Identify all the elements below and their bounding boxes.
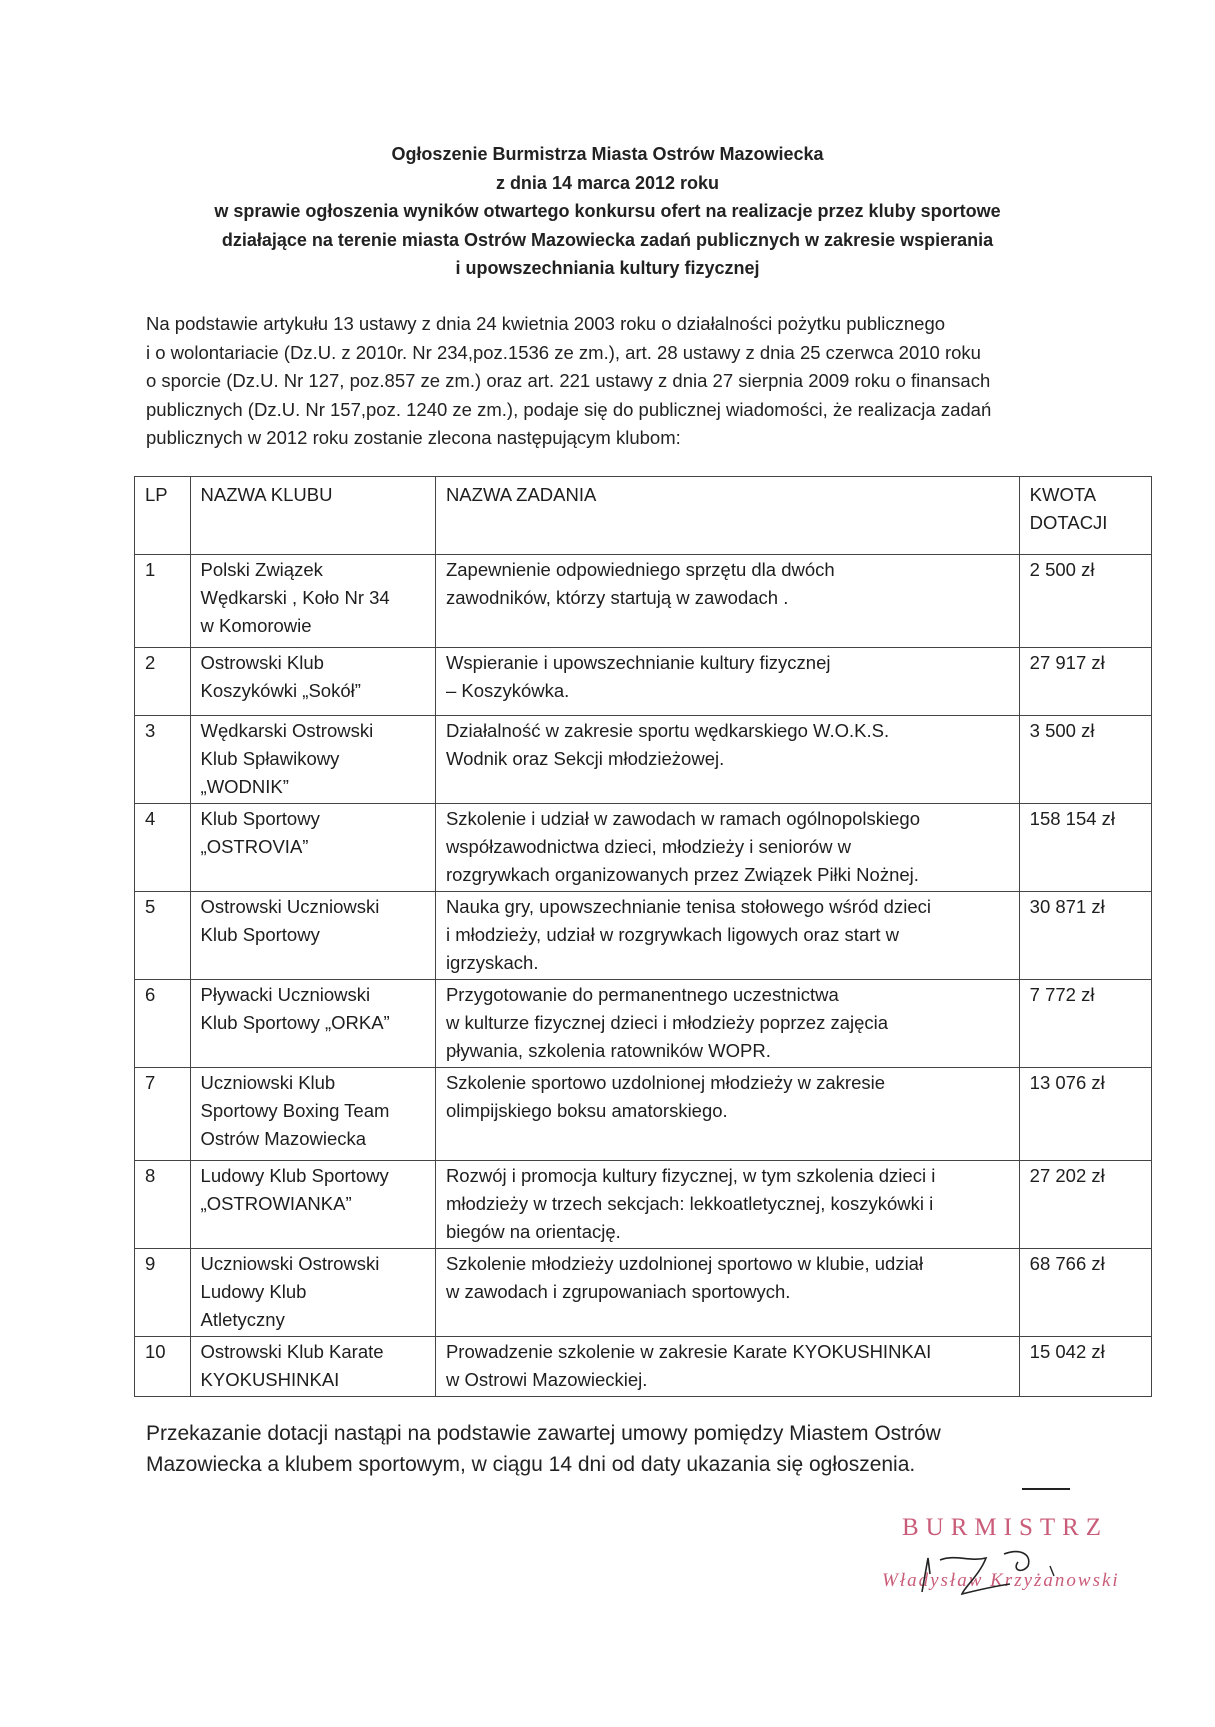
header-amount-line: DOTACJI [1029, 512, 1108, 533]
header-lp: LP [135, 477, 191, 555]
club-name-line: Klub Sportowy [200, 924, 320, 945]
title-line: Ogłoszenie Burmistrza Miasta Ostrów Mazowiecka [391, 144, 824, 164]
cell-amount: 27 917 zł [1019, 648, 1151, 716]
club-name-line: KYOKUSHINKAI [200, 1369, 340, 1390]
cell-lp: 3 [135, 716, 191, 804]
cell-club-name [190, 980, 435, 1068]
cell-club-name [190, 1249, 435, 1337]
club-name-line: „OSTROWIANKA” [200, 1193, 352, 1214]
cell-club-name [190, 716, 435, 804]
task-name-line: Wodnik oraz Sekcji młodzieżowej. [445, 748, 725, 769]
table-row [135, 1249, 1152, 1337]
table-row [135, 980, 1152, 1068]
cell-lp: 9 [135, 1249, 191, 1337]
intro-line: i o wolontariacie (Dz.U. z 2010r. Nr 234,poz.1536 ze zm.), art. 28 ustawy z dnia 25 czerwca 2010 roku [146, 341, 981, 363]
cell-lp: 7 [135, 1068, 191, 1161]
intro-line: publicznych (Dz.U. Nr 157,poz. 1240 ze zm.), podaje się do publicznej wiadomości, że realizacja zadań [146, 398, 992, 420]
table-row [135, 892, 1152, 980]
cell-task-name [435, 555, 1019, 648]
intro-paragraph [146, 310, 1106, 453]
cell-task-name [435, 892, 1019, 980]
stamp-name: Władysław Krzyżanowski [882, 1570, 1120, 1591]
handwritten-signature [900, 1514, 1080, 1604]
table-row [135, 716, 1152, 804]
cell-club-name [190, 1068, 435, 1161]
club-name-line: „OSTROVIA” [200, 836, 309, 857]
cell-task-name [435, 716, 1019, 804]
table-row [135, 555, 1152, 648]
intro-line: Na podstawie artykułu 13 ustawy z dnia 24 kwietnia 2003 roku o działalności pożytku publicznego [146, 313, 946, 334]
intro-line: o sporcie (Dz.U. Nr 127, poz.857 ze zm.) oraz art. 221 ustawy z dnia 27 sierpnia 2009 roku o finansach [146, 370, 991, 392]
table-row [135, 804, 1152, 892]
club-name-line: Koszykówki „Sokół” [200, 680, 361, 701]
cell-club-name [190, 804, 435, 892]
club-name-line: Klub Spławikowy [200, 748, 340, 769]
task-name-line: biegów na orientację. [445, 1221, 621, 1242]
title-line: z dnia 14 marca 2012 roku [495, 172, 720, 193]
club-name-line: Ludowy Klub Sportowy [200, 1165, 389, 1186]
table-header-row [135, 477, 1152, 555]
club-name-line: Wędkarski , Koło Nr 34 [200, 587, 390, 608]
cell-lp: 6 [135, 980, 191, 1068]
cell-lp: 1 [135, 555, 191, 648]
task-name-line: i młodzieży, udział w rozgrywkach ligowych oraz start w [445, 924, 899, 945]
cell-club-name [190, 892, 435, 980]
header-amount-line: KWOTA [1029, 484, 1097, 505]
task-name-line: Działalność w zakresie sportu wędkarskiego W.O.K.S. [445, 720, 890, 741]
grants-table [134, 476, 1152, 1397]
task-name-line: Przygotowanie do permanentnego uczestnictwa [445, 984, 839, 1005]
club-name-line: Wędkarski Ostrowski [200, 720, 374, 741]
club-name-line: Atletyczny [200, 1309, 285, 1330]
club-name-line: Polski Związek [200, 559, 323, 580]
signature-dash [1022, 1488, 1070, 1490]
task-name-line: Szkolenie młodzieży uzdolnionej sportowo w klubie, udział [445, 1253, 924, 1274]
cell-amount: 27 202 zł [1019, 1161, 1151, 1249]
cell-task-name [435, 648, 1019, 716]
task-name-line: Wspieranie i upowszechnianie kultury fizycznej [445, 652, 831, 673]
cell-amount: 68 766 zł [1019, 1249, 1151, 1337]
task-name-line: – Koszykówka. [445, 680, 570, 701]
cell-task-name [435, 980, 1019, 1068]
cell-club-name [190, 1337, 435, 1397]
cell-amount: 7 772 zł [1019, 980, 1151, 1068]
task-name-line: w kulturze fizycznej dzieci i młodzieży poprzez zajęcia [445, 1012, 889, 1033]
footer-line: Przekazanie dotacji nastąpi na podstawie zawartej umowy pomiędzy Miastem Ostrów [146, 1422, 941, 1445]
header-club-name: NAZWA KLUBU [190, 477, 435, 555]
footer-note [146, 1418, 1146, 1480]
task-name-line: współzawodnictwa dzieci, młodzieży i seniorów w [445, 836, 852, 857]
task-name-line: zawodników, którzy startują w zawodach . [445, 587, 789, 608]
task-name-line: Nauka gry, upowszechnianie tenisa stołowego wśród dzieci [445, 896, 931, 917]
task-name-line: rozgrywkach organizowanych przez Związek Piłki Nożnej. [445, 864, 919, 885]
title-line: w sprawie ogłoszenia wyników otwartego konkursu ofert na realizacje przez kluby sportowe [214, 201, 1001, 221]
cell-amount: 30 871 zł [1019, 892, 1151, 980]
intro-line: publicznych w 2012 roku zostanie zlecona następującym klubom: [146, 427, 681, 449]
club-name-line: Ostrowski Uczniowski [200, 896, 380, 917]
cell-task-name [435, 804, 1019, 892]
club-name-line: Sportowy Boxing Team [200, 1100, 390, 1121]
table-row [135, 1068, 1152, 1161]
cell-club-name [190, 648, 435, 716]
cell-lp: 10 [135, 1337, 191, 1397]
club-name-line: Uczniowski Klub [200, 1072, 336, 1093]
cell-amount: 158 154 zł [1019, 804, 1151, 892]
task-name-line: Szkolenie sportowo uzdolnionej młodzieży w zakresie [445, 1072, 886, 1093]
cell-club-name [190, 1161, 435, 1249]
cell-lp: 2 [135, 648, 191, 716]
table-body [135, 555, 1152, 1397]
club-name-line: Ostrów Mazowiecka [200, 1128, 367, 1149]
cell-amount: 13 076 zł [1019, 1068, 1151, 1161]
header-amount [1019, 477, 1151, 555]
cell-task-name [435, 1161, 1019, 1249]
cell-amount: 2 500 zł [1019, 555, 1151, 648]
cell-task-name [435, 1068, 1019, 1161]
task-name-line: Zapewnienie odpowiedniego sprzętu dla dwóch [445, 559, 835, 580]
task-name-line: olimpijskiego boksu amatorskiego. [445, 1100, 728, 1121]
cell-club-name [190, 555, 435, 648]
task-name-line: pływania, szkolenia ratowników WOPR. [445, 1040, 771, 1061]
cell-task-name [435, 1337, 1019, 1397]
task-name-line: Szkolenie i udział w zawodach w ramach ogólnopolskiego [445, 808, 921, 829]
title-line: działające na terenie miasta Ostrów Mazowiecka zadań publicznych w zakresie wspierania [221, 229, 994, 250]
cell-lp: 4 [135, 804, 191, 892]
club-name-line: Uczniowski Ostrowski [200, 1253, 380, 1274]
club-name-line: Klub Sportowy [200, 808, 320, 829]
task-name-line: Prowadzenie szkolenie w zakresie Karate KYOKUSHINKAI [445, 1341, 932, 1362]
task-name-line: młodzieży w trzech sekcjach: lekkoatletycznej, koszykówki i [445, 1193, 934, 1214]
club-name-line: Klub Sportowy „ORKA” [200, 1012, 390, 1033]
table-row [135, 1161, 1152, 1249]
club-name-line: Ostrowski Klub [200, 652, 324, 673]
stamp-title: BURMISTRZ [902, 1514, 1109, 1541]
title-line: i upowszechniania kultury fizycznej [455, 258, 760, 278]
cell-lp: 5 [135, 892, 191, 980]
club-name-line: w Komorowie [200, 615, 312, 636]
table-row [135, 648, 1152, 716]
task-name-line: w zawodach i zgrupowaniach sportowych. [445, 1281, 791, 1302]
task-name-line: igrzyskach. [445, 952, 539, 973]
cell-amount: 3 500 zł [1019, 716, 1151, 804]
task-name-line: Rozwój i promocja kultury fizycznej, w tym szkolenia dzieci i [445, 1165, 936, 1186]
cell-task-name [435, 1249, 1019, 1337]
club-name-line: Pływacki Uczniowski [200, 984, 371, 1005]
table-row [135, 1337, 1152, 1397]
cell-lp: 8 [135, 1161, 191, 1249]
header-task-name: NAZWA ZADANIA [435, 477, 1019, 555]
club-name-line: „WODNIK” [200, 776, 289, 797]
footer-line: Mazowiecka a klubem sportowym, w ciągu 14 dni od daty ukazania się ogłoszenia. [146, 1453, 916, 1476]
club-name-line: Ludowy Klub [200, 1281, 307, 1302]
club-name-line: Ostrowski Klub Karate [200, 1341, 384, 1362]
document-title [130, 140, 1085, 283]
cell-amount: 15 042 zł [1019, 1337, 1151, 1397]
task-name-line: w Ostrowi Mazowieckiej. [445, 1369, 648, 1390]
